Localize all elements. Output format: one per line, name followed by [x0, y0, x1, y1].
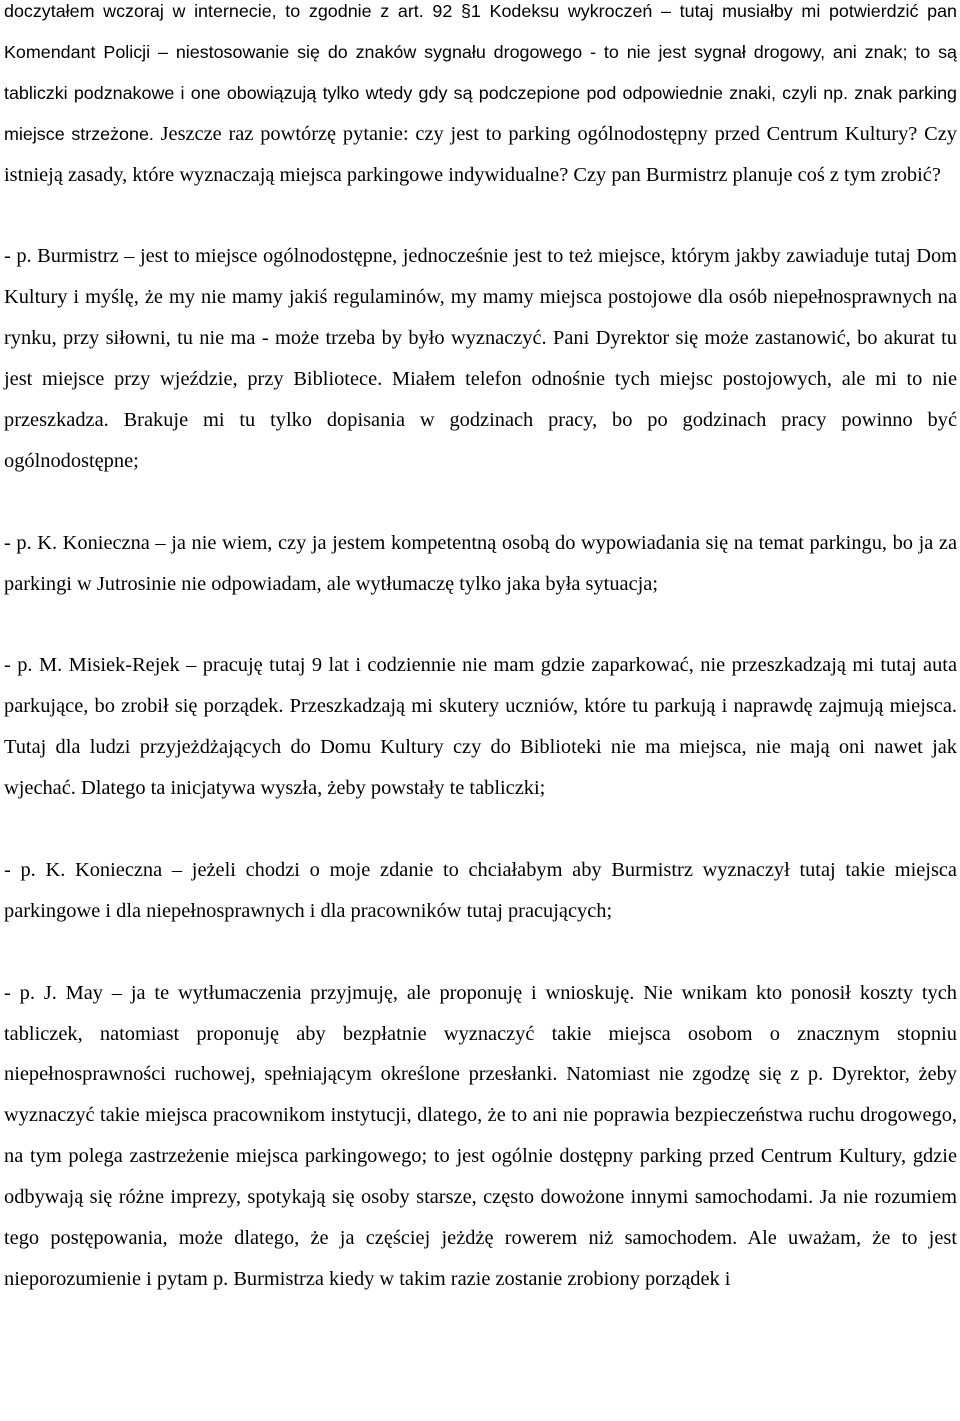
paragraph-konieczna-opinion [4, 850, 957, 932]
paragraph-burmistrz-answer [4, 236, 957, 481]
paragraph-text: - p. K. Konieczna – jeżeli chodzi o moje zdanie to chciałabym aby Burmistrz wyznaczył tutaj takie miejsca parkingowe i dla niepełnosprawnych i dla pracowników tutaj pracujących; [4, 858, 957, 922]
paragraph-text: - p. Burmistrz – jest to miejsce ogólnodostępne, jednocześnie jest to też miejsce, którym jakby zawiaduje tutaj Dom Kultury i myślę, że my nie mamy jakiś regulaminów, my mamy miejsca postojowe dla osób niepełnosprawnych na rynku, przy siłowni, tu nie ma - może trzeba by było wyznaczyć. Pani Dyrektor się może zastanowić, bo akurat tu jest miejsce przy wjeździe, przy Bibliotece. Miałem telefon odnośnie tych miejsc postojowych, ale mi to nie przeszkadza. Brakuje mi tu tylko dopisania w godzinach pracy, bo po godzinach pracy powinno być ogólnodostępne; [4, 245, 957, 472]
paragraph-text: doczytałem wczoraj w internecie, to zgodnie z art. 92 §1 Kodeksu wykroczeń – tutaj musiałby mi potwierdzić pan Komendant Policji – niestosowanie się do znaków sygnału drogowego - to nie jest sygnał drogowy, ani znak; to są tabliczki podznakowe i one obowiązują tylko wtedy gdy są podczepione pod odpowiednie znaki, czyli np. znak parking miejsce strzeżone. [4, 1, 957, 144]
paragraph-misiek-rejek-statement [4, 645, 957, 809]
document-page [4, 0, 957, 1341]
paragraph-parking-question [4, 0, 957, 196]
paragraph-text: - p. K. Konieczna – ja nie wiem, czy ja jestem kompetentną osobą do wypowiadania się na temat parkingu, bo ja za parkingi w Jutrosinie nie odpowiadam, ale wytłumaczę tylko jaka była sytuacja; [4, 531, 957, 595]
paragraph-may-proposal [4, 973, 957, 1300]
paragraph-text: - p. M. Misiek-Rejek – pracuję tutaj 9 lat i codziennie nie mam gdzie zaparkować, nie przeszkadzają mi tutaj auta parkujące, bo zrobił się porządek. Przeszkadzają mi skutery uczniów, które tu parkują i naprawdę zajmują miejsca. Tutaj dla ludzi przyjeżdżających do Domu Kultury czy do Biblioteki nie ma miejsca, nie mają oni nawet jak wjechać. Dlatego ta inicjatywa wyszła, żeby powstały te tabliczki; [4, 654, 957, 800]
paragraph-text: Jeszcze raz powtórzę pytanie: czy jest to parking ogólnodostępny przed Centrum Kultury? Czy istnieją zasady, które wyznaczają miejsca parkingowe indywidualne? Czy pan Burmistrz planuje coś z tym zrobić? [4, 122, 958, 186]
paragraph-text: - p. J. May – ja te wytłumaczenia przyjmuję, ale proponuję i wnioskuję. Nie wnikam kto ponosił koszty tych tabliczek, natomiast proponuję aby bezpłatnie wyznaczyć takie miejsca osobom o znacznym stopniu niepełnosprawności ruchowej, spełniającym określone przesłanki. Natomiast nie zgodzę się z p. Dyrektor, żeby wyznaczyć takie miejsca pracownikom instytucji, dlatego, że to ani nie poprawia bezpieczeństwa ruchu drogowego, na tym polega zastrzeżenie miejsca parkingowego; to jest ogólnie dostępny parking przed Centrum Kultury, gdzie odbywają się różne imprezy, spotykają się osoby starsze, często dowożone innymi samochodami. Ja nie rozumiem tego postępowania, może dlatego, że ja częściej jeżdżę rowerem niż samochodem. Ale uważam, że to jest nieporozumienie i pytam p. Burmistrza kiedy w takim razie zostanie zrobiony porządek i [4, 981, 957, 1291]
paragraph-konieczna-statement [4, 523, 957, 605]
